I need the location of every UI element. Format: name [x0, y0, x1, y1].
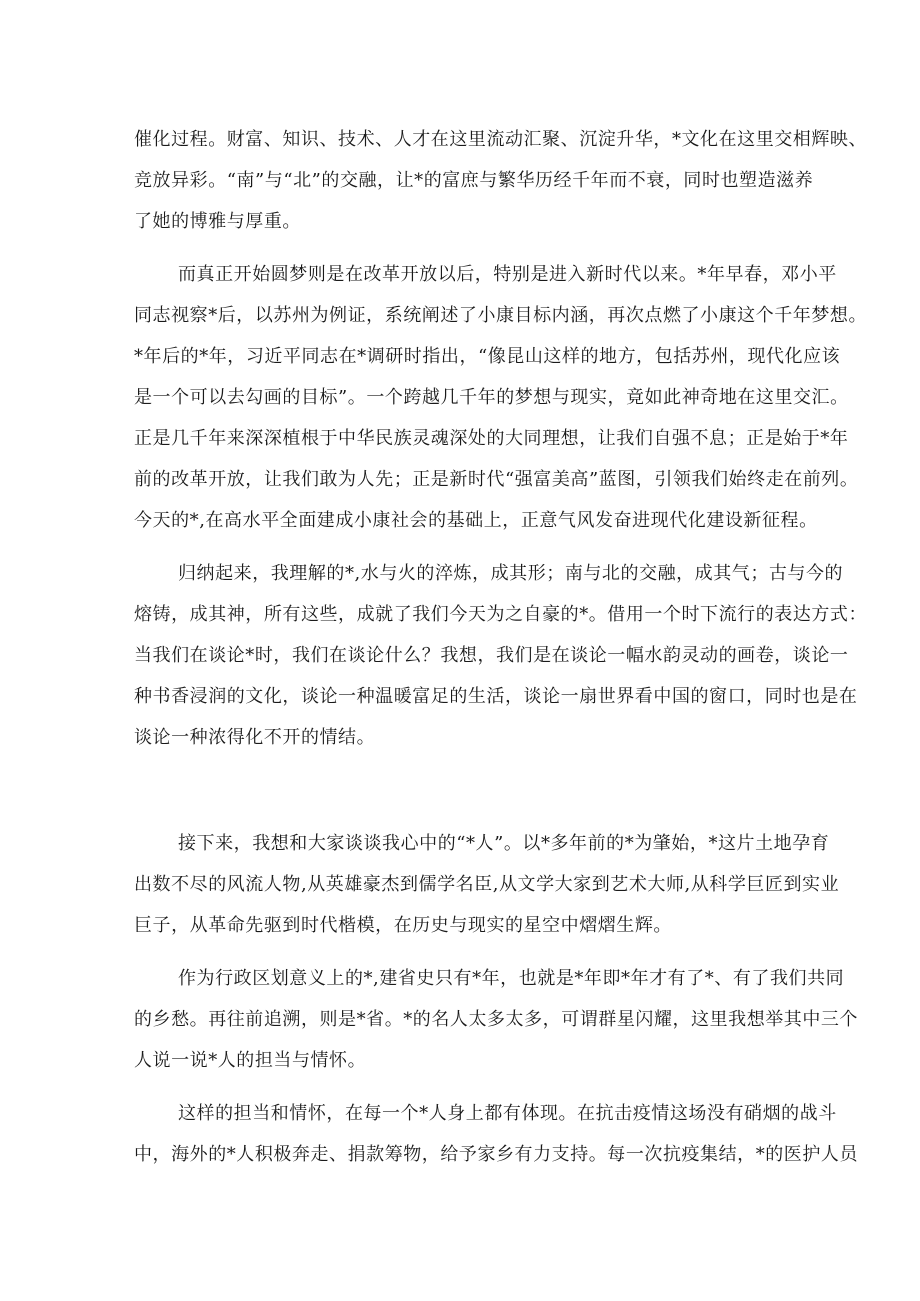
- paragraph-line: 正是几千年来深深植根于中华民族灵魂深处的大同理想，让我们自强不息；正是始于*年: [134, 428, 849, 449]
- paragraph-line: 作为行政区划意义上的*,建省史只有*年，也就是*年即*年才有了*、有了我们共同: [178, 968, 845, 989]
- paragraph-line: 人说一说*人的担当与情怀。: [134, 1050, 367, 1071]
- paragraph-line: 熔铸，成其神，所有这些，成就了我们今天为之自豪的*。借用一个时下流行的表达方式：: [134, 604, 867, 625]
- paragraph-line: 而真正开始圆梦则是在改革开放以后，特别是进入新时代以来。*年早春，邓小平: [178, 264, 837, 285]
- paragraph-line: 了她的博雅与厚重。: [134, 211, 301, 232]
- paragraph-line: 前的改革开放，让我们敢为人先；正是新时代“强富美高”蓝图，引领我们始终走在前列。: [134, 469, 859, 490]
- paragraph-line: 同志视察*后，以苏州为例证，系统阐述了小康目标内涵，再次点燃了小康这个千年梦想。: [134, 305, 867, 326]
- paragraph-line: *年后的*年，习近平同志在*调研时指出，“像昆山这样的地方，包括苏州，现代化应该: [134, 346, 841, 367]
- paragraph-line: 的乡愁。再往前追溯，则是*省。*的名人太多太多，可谓群星闪耀，这里我想举其中三个: [134, 1009, 858, 1030]
- paragraph-line: 出数不尽的风流人物,从英雄豪杰到儒学名臣,从文学大家到艺术大师,从科学巨匠到实业: [134, 874, 840, 895]
- paragraph-line: 竞放异彩。“南”与“北”的交融，让*的富庶与繁华历经千年而不衰，同时也塑造滋养: [134, 170, 814, 191]
- paragraph-line: 谈论一种浓得化不开的情结。: [134, 727, 376, 748]
- paragraph-line: 今天的*,在高水平全面建成小康社会的基础上，正意气风发奋进现代化建设新征程。: [134, 510, 818, 531]
- paragraph-line: 催化过程。财富、知识、技术、人才在这里流动汇聚、沉淀升华，*文化在这里交相辉映、: [134, 129, 867, 150]
- paragraph-line: 这样的担当和情怀，在每一个*人身上都有体现。在抗击疫情这场没有硝烟的战斗: [178, 1103, 837, 1124]
- paragraph-line: 接下来，我想和大家谈谈我心中的“*人”。以*多年前的*为肇始，*这片土地孕育: [178, 833, 830, 854]
- paragraph-line: 巨子，从革命先驱到时代楷模，在历史与现实的星空中熠熠生辉。: [134, 915, 672, 936]
- paragraph-line: 种书香浸润的文化，谈论一种温暖富足的生活，谈论一扇世界看中国的窗口，同时也是在: [134, 686, 858, 707]
- paragraph-line: 当我们在谈论*时，我们在谈论什么？我想，我们是在谈论一幅水韵灵动的画卷，谈论一: [134, 645, 849, 666]
- paragraph-line: 是一个可以去勾画的目标”。一个跨越几千年的梦想与现实，竟如此神奇地在这里交汇。: [134, 387, 849, 408]
- paragraph-line: 中，海外的*人积极奔走、捐款筹物，给予家乡有力支持。每一次抗疫集结，*的医护人员: [134, 1144, 858, 1165]
- paragraph-line: 归纳起来，我理解的*,水与火的淬炼，成其形；南与北的交融，成其气；古与今的: [178, 563, 844, 584]
